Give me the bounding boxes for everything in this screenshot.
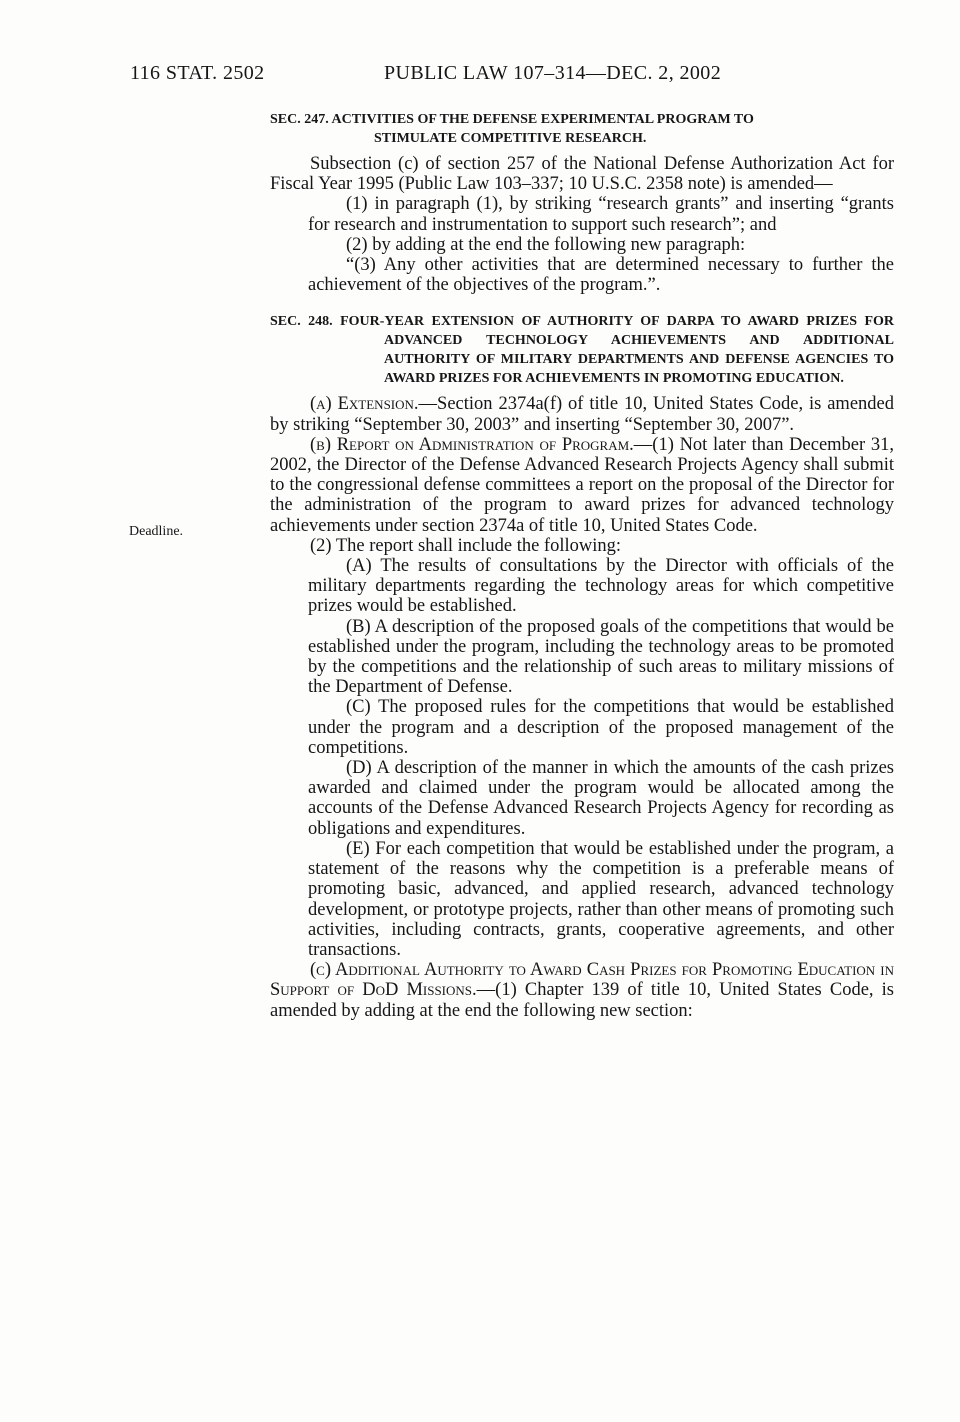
subsection-b-D: (D) A description of the manner in which the amounts of the cash prizes awarded and claimed under the program would be allocated among the accounts of the Defense Advanced Research Projects Agency for recording as obligations and expenditures.: [308, 758, 894, 839]
subsection-b-heading: (b) Report on Administration of Program.: [310, 434, 634, 455]
subsection-b-E: (E) For each competition that would be established under the program, a statement of the reasons why the competition is a preferable means of promoting basic, advanced, and applied research, advanced technology development, or prototype projects, rather than other means of promoting such activities, including contracts, grants, cooperative agreements, and other transactions.: [308, 838, 894, 960]
subsection-c-text: —(1) Chapter 139 of title 10, United States Code, is amended by adding at the end the following new section:: [270, 980, 894, 1021]
subsection-a-text: —Section 2374a(f) of title 10, United States Code, is amended by striking “September 30, 2003” and inserting “September 30, 2007”.: [270, 394, 894, 435]
section-title: FOUR-YEAR EXTENSION OF AUTHORITY OF DARPA TO AWARD PRIZES FOR ADVANCED TECHNOLOGY ACHIEVEMENTS AND ADDITIONAL AUTHORITY OF MILITARY DEPARTMENTS AND DEFENSE AGENCIES TO AWARD PRIZES FOR ACHIEVEMENTS IN PROMOTING EDUCATION.: [340, 314, 894, 387]
subsection-b-A: (A) The results of consultations by the Director with officials of the military departments regarding the technology areas for which competitive prizes would be established.: [308, 556, 894, 617]
section-247-item-2-quote: “(3) Any other activities that are determined necessary to further the achievement of the objectives of the program.”.: [308, 255, 894, 296]
running-header: PUBLIC LAW 107–314—DEC. 2, 2002: [384, 62, 722, 84]
section-title-line1: ACTIVITIES OF THE DEFENSE EXPERIMENTAL PROGRAM TO: [331, 112, 754, 127]
subsection-b: [270, 435, 894, 536]
subsection-b-B: (B) A description of the proposed goals of the competitions that would be established under the program, including the technology areas to be promoted by the competitions and the relationship of such areas to military missions of the Department of Defense.: [308, 616, 894, 698]
document-body: [270, 110, 894, 1021]
subsection-b-C: (C) The proposed rules for the competitions that would be established under the program and a description of the proposed management of the competitions.: [308, 697, 894, 758]
section-247-intro: Subsection (c) of section 257 of the National Defense Authorization Act for Fiscal Year 1995 (Public Law 103–337; 10 U.S.C. 2358 note) is amended—: [270, 154, 894, 195]
section-247-item-1: (1) in paragraph (1), by striking “research grants” and inserting “grants for research and instrumentation to support such research”; and: [308, 194, 894, 235]
subsection-c: [270, 960, 894, 1021]
subsection-b-2: (2) The report shall include the following:: [310, 535, 621, 556]
subsection-c-heading: (c) Additional Authority to Award Cash Prizes for Promoting Education in Support of DoD Missions.: [270, 960, 894, 1001]
section-title-line2: STIMULATE COMPETITIVE RESEARCH.: [374, 131, 647, 146]
section-247-item-2: (2) by adding at the end the following new paragraph:: [346, 234, 746, 255]
margin-note-deadline: Deadline.: [129, 524, 184, 539]
section-label: SEC. 247.: [270, 112, 329, 127]
subsection-b-text: —(1) Not later than December 31, 2002, the Director of the Defense Advanced Research Projects Agency shall submit to the congressional defense committees a report on the proposal of the Director for the administration of the program to award prizes for advanced technology achievements under section 2374a of title 10, United States Code.: [270, 434, 894, 536]
subsection-a: [270, 394, 894, 434]
section-248-heading: [270, 312, 894, 388]
subsection-a-heading: (a) Extension.: [310, 394, 419, 415]
section-247-heading: [270, 110, 894, 148]
page-citation: 116 STAT. 2502: [130, 62, 265, 84]
section-label: SEC. 248.: [270, 314, 333, 330]
